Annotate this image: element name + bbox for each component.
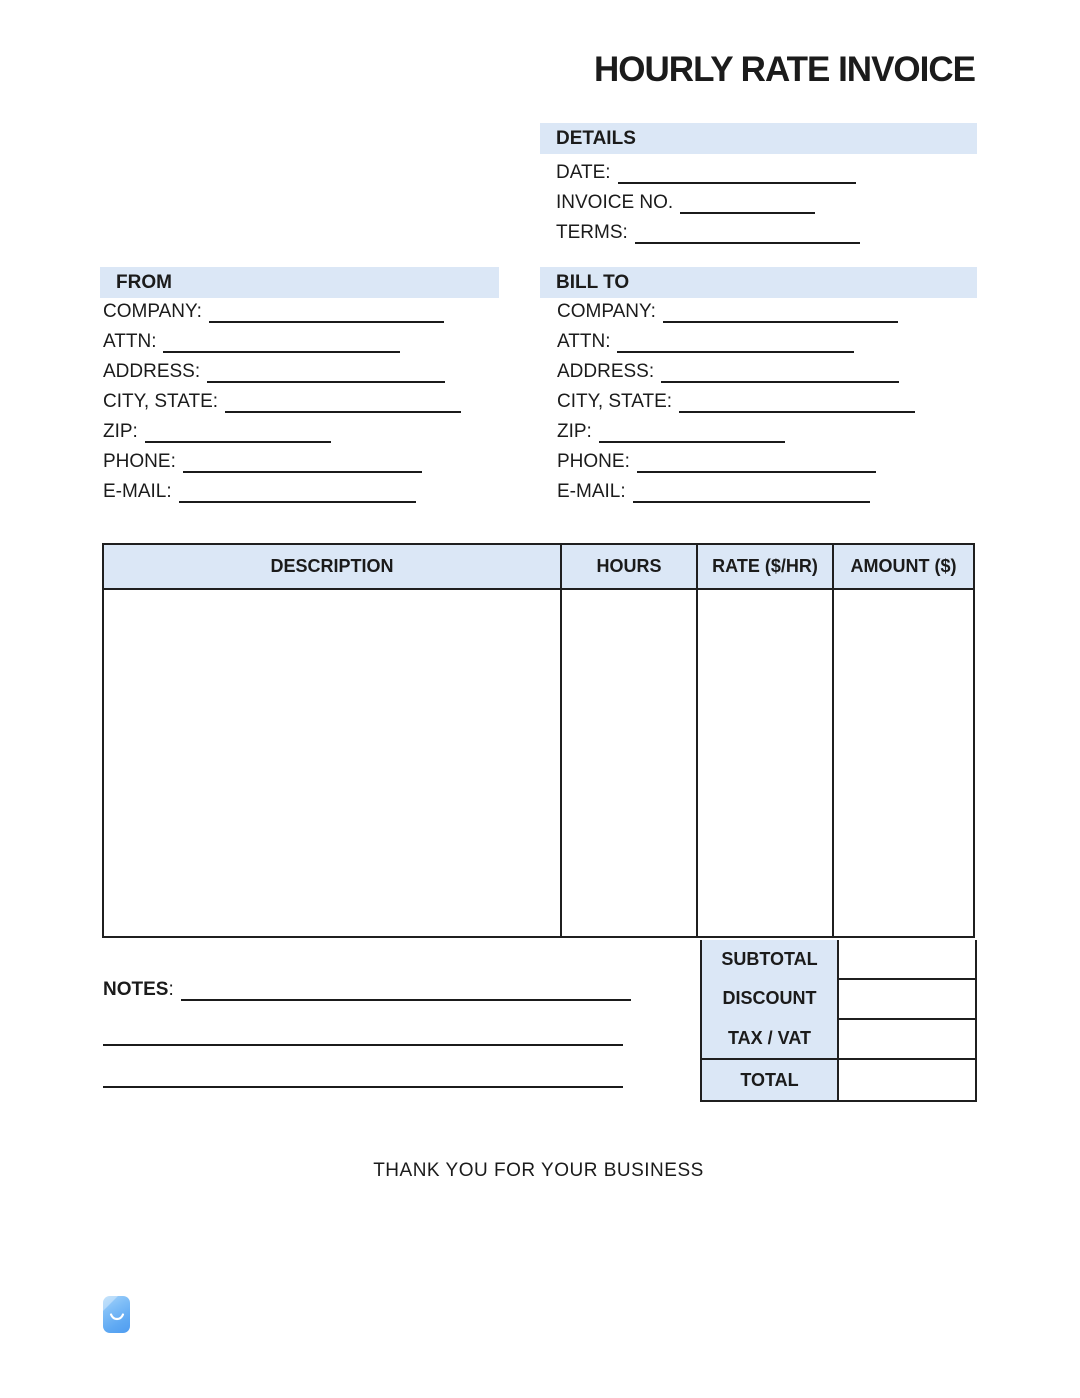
- invoice-no-label: INVOICE NO.: [556, 192, 674, 213]
- description-cell[interactable]: [104, 590, 562, 936]
- details-header-label: DETAILS: [556, 127, 636, 149]
- description-column-header: DESCRIPTION: [104, 545, 562, 590]
- bill-to-zip-field: [557, 417, 915, 447]
- from-email-blank[interactable]: [179, 481, 416, 503]
- bill-to-address-label: ADDRESS:: [557, 361, 655, 382]
- bill-to-zip-label: ZIP:: [557, 421, 592, 442]
- bill-to-phone-label: PHONE:: [557, 451, 630, 472]
- from-zip-label: ZIP:: [103, 421, 138, 442]
- bill-to-company-blank[interactable]: [663, 301, 898, 323]
- subtotal-label: SUBTOTAL: [721, 949, 818, 970]
- invoice-no-blank[interactable]: [680, 192, 815, 214]
- line-items-header-row: [104, 545, 973, 590]
- from-fields: [103, 297, 461, 507]
- bill-to-phone-blank[interactable]: [637, 451, 876, 473]
- tax-vat-value-cell[interactable]: [839, 1020, 975, 1060]
- from-email-label: E-MAIL:: [103, 481, 172, 502]
- from-company-field: [103, 297, 461, 327]
- page-title: HOURLY RATE INVOICE: [594, 50, 975, 89]
- from-attn-blank[interactable]: [163, 331, 400, 353]
- date-label: DATE:: [556, 162, 611, 183]
- from-header-label: FROM: [116, 271, 172, 293]
- amount-column-header: AMOUNT ($): [834, 545, 973, 590]
- details-section-header: [540, 123, 977, 154]
- totals-merged-label-cell: [702, 940, 837, 1060]
- discount-value-cell[interactable]: [839, 980, 975, 1020]
- notes-blank-line-1[interactable]: [181, 979, 631, 1001]
- from-address-label: ADDRESS:: [103, 361, 201, 382]
- rate-column-header: RATE ($/HR): [698, 545, 834, 590]
- bill-to-zip-blank[interactable]: [599, 421, 785, 443]
- subtotal-value-cell[interactable]: [839, 940, 975, 980]
- total-label: TOTAL: [702, 1060, 837, 1100]
- hours-cell[interactable]: [562, 590, 698, 936]
- bill-to-address-blank[interactable]: [661, 361, 899, 383]
- bill-to-company-field: [557, 297, 915, 327]
- from-attn-field: [103, 327, 461, 357]
- totals-value-column: [839, 940, 975, 1100]
- from-address-field: [103, 357, 461, 387]
- bill-to-attn-field: [557, 327, 915, 357]
- from-phone-label: PHONE:: [103, 451, 176, 472]
- from-attn-label: ATTN:: [103, 331, 157, 352]
- smiling-document-logo-icon: [103, 1296, 130, 1333]
- hours-column-header: HOURS: [562, 545, 698, 590]
- from-company-blank[interactable]: [209, 301, 444, 323]
- bill-to-address-field: [557, 357, 915, 387]
- bill-to-attn-label: ATTN:: [557, 331, 611, 352]
- from-zip-field: [103, 417, 461, 447]
- from-email-field: [103, 477, 461, 507]
- totals-block: [700, 940, 977, 1102]
- from-zip-blank[interactable]: [145, 421, 331, 443]
- from-company-label: COMPANY:: [103, 301, 202, 322]
- notes-field: [103, 975, 631, 1005]
- bill-to-city-state-field: [557, 387, 915, 417]
- from-section-header: [100, 267, 499, 298]
- bill-to-city-state-label: CITY, STATE:: [557, 391, 673, 412]
- bill-to-section-header: [540, 267, 977, 298]
- terms-label: TERMS:: [556, 222, 628, 243]
- total-value-cell[interactable]: [839, 1060, 975, 1100]
- notes-separator: :: [168, 979, 174, 1000]
- notes-blank-line-2[interactable]: [103, 1044, 623, 1046]
- notes-blank-line-3[interactable]: [103, 1086, 623, 1088]
- terms-blank[interactable]: [635, 222, 860, 244]
- totals-label-column: [702, 940, 839, 1100]
- bill-to-email-blank[interactable]: [633, 481, 870, 503]
- date-blank[interactable]: [618, 162, 856, 184]
- from-city-state-blank[interactable]: [225, 391, 461, 413]
- tax-vat-label: TAX / VAT: [728, 1027, 811, 1048]
- notes-label: NOTES: [103, 979, 169, 1000]
- bill-to-attn-blank[interactable]: [617, 331, 854, 353]
- smile-glyph: [109, 1313, 125, 1323]
- bill-to-city-state-blank[interactable]: [679, 391, 915, 413]
- thank-you-message: THANK YOU FOR YOUR BUSINESS: [373, 1160, 704, 1181]
- line-items-table: [102, 543, 975, 938]
- bill-to-email-field: [557, 477, 915, 507]
- line-items-body-row: [104, 590, 973, 936]
- from-phone-blank[interactable]: [183, 451, 422, 473]
- discount-label: DISCOUNT: [722, 988, 817, 1009]
- amount-cell[interactable]: [834, 590, 973, 936]
- from-city-state-label: CITY, STATE:: [103, 391, 219, 412]
- bill-to-email-label: E-MAIL:: [557, 481, 626, 502]
- from-phone-field: [103, 447, 461, 477]
- from-city-state-field: [103, 387, 461, 417]
- date-field: [556, 158, 860, 188]
- bill-to-fields: [557, 297, 915, 507]
- bill-to-header-label: BILL TO: [556, 271, 630, 293]
- details-fields: [556, 158, 860, 248]
- bill-to-company-label: COMPANY:: [557, 301, 656, 322]
- bill-to-phone-field: [557, 447, 915, 477]
- terms-field: [556, 218, 860, 248]
- rate-cell[interactable]: [698, 590, 834, 936]
- from-address-blank[interactable]: [207, 361, 445, 383]
- invoice-no-field: [556, 188, 860, 218]
